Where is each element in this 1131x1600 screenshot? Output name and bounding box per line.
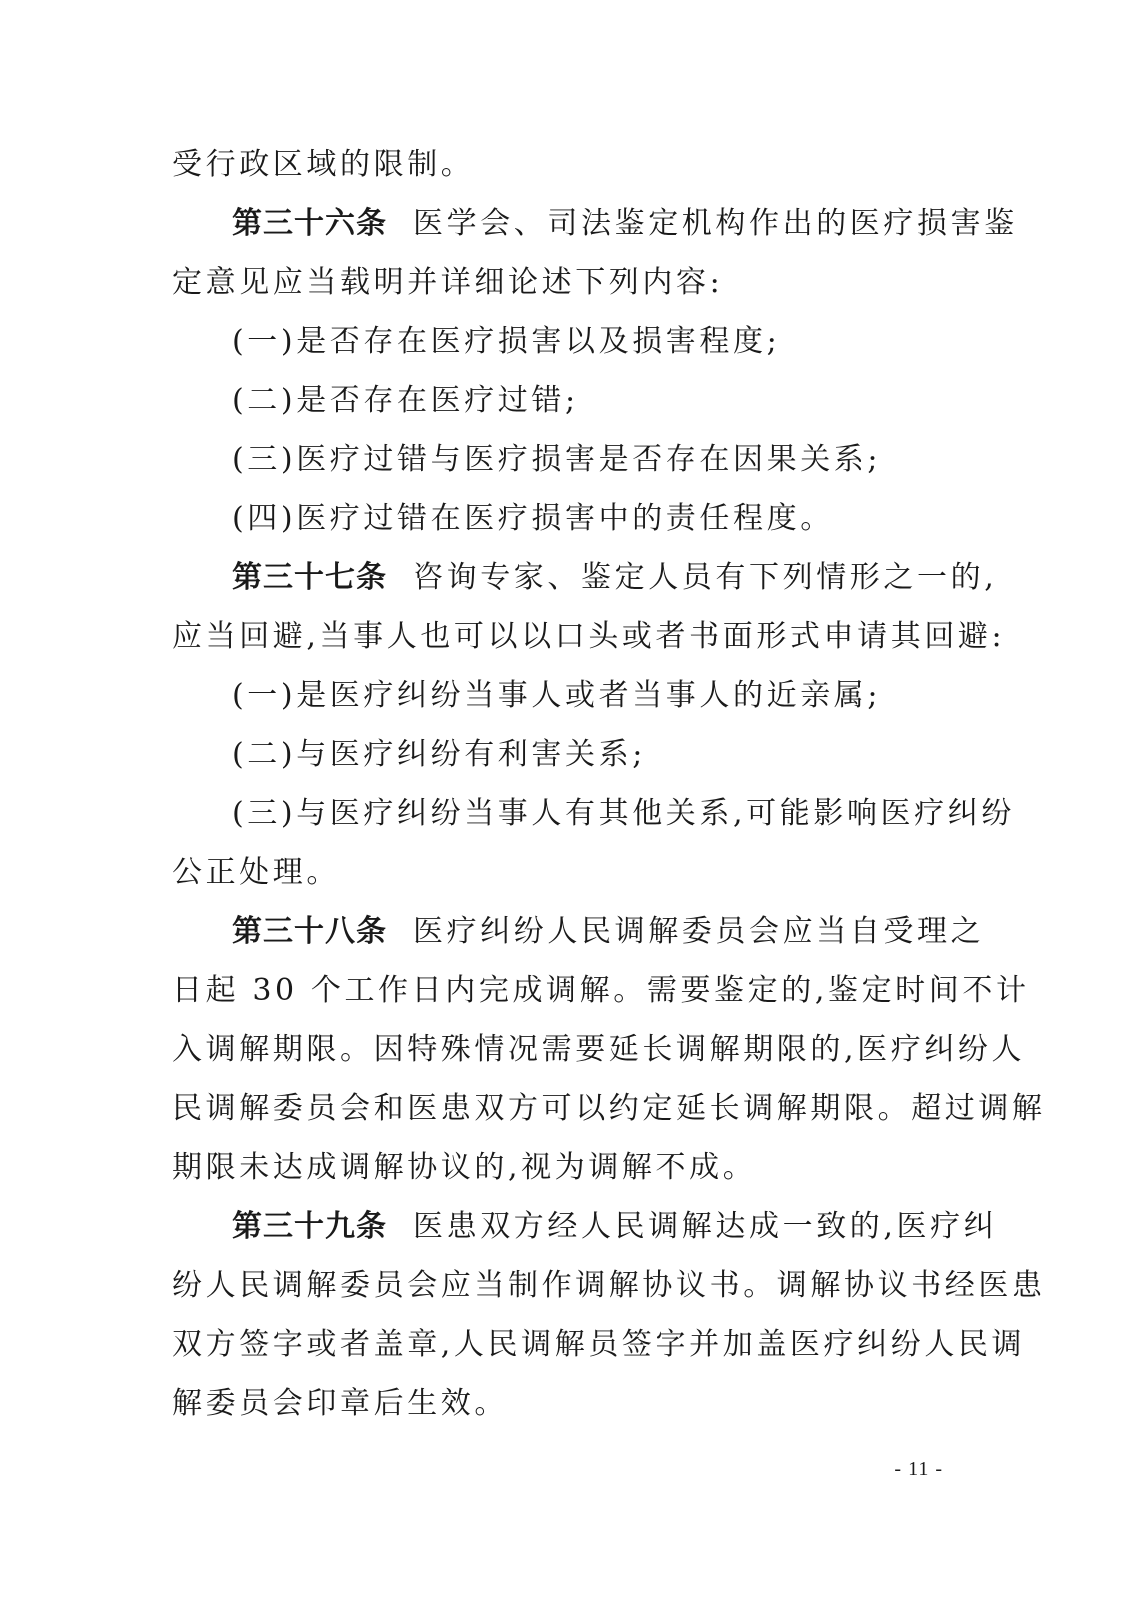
article-39-text: 医患双方经人民调解达成一致的,医疗纠	[413, 1209, 998, 1244]
paragraph-line: 期限未达成调解协议的,视为调解不成。	[172, 1150, 757, 1185]
article-38-title: 第三十八条	[232, 914, 387, 949]
paragraph-line: 定意见应当载明并详细论述下列内容:	[172, 265, 724, 300]
list-item: (一)是否存在医疗损害以及损害程度;	[232, 324, 781, 359]
article-36-text: 医学会、司法鉴定机构作出的医疗损害鉴	[413, 206, 1018, 241]
article-39-line-1	[172, 1197, 998, 1256]
paragraph-line: 双方签字或者盖章,人民调解员签字并加盖医疗纠纷人民调	[172, 1327, 1026, 1362]
list-item: (四)医疗过错在医疗损害中的责任程度。	[232, 501, 834, 536]
paragraph-line: 解委员会印章后生效。	[172, 1386, 508, 1421]
list-item: (二)与医疗纠纷有利害关系;	[232, 737, 646, 772]
list-item: (一)是医疗纠纷当事人或者当事人的近亲属;	[232, 678, 882, 713]
article-36-line-1	[172, 194, 1018, 253]
article-38-text: 医疗纠纷人民调解委员会应当自受理之	[413, 914, 985, 949]
list-item: (二)是否存在医疗过错;	[232, 383, 579, 418]
list-item: (三)与医疗纠纷当事人有其他关系,可能影响医疗纠纷	[232, 796, 1015, 831]
paragraph-line: 公正处理。	[172, 855, 340, 890]
article-36-title: 第三十六条	[232, 206, 387, 241]
paragraph-line: 应当回避,当事人也可以以口头或者书面形式申请其回避:	[172, 619, 1006, 654]
list-item: (三)医疗过错与医疗损害是否存在因果关系;	[232, 442, 882, 477]
article-39-title: 第三十九条	[232, 1209, 387, 1244]
paragraph-line: 民调解委员会和医患双方可以约定延长调解期限。超过调解	[172, 1091, 1046, 1126]
article-37-line-1	[172, 548, 998, 607]
paragraph-line: 纷人民调解委员会应当制作调解协议书。调解协议书经医患	[172, 1268, 1046, 1303]
page-number: - 11 -	[894, 1458, 943, 1480]
article-37-text: 咨询专家、鉴定人员有下列情形之一的,	[413, 560, 998, 595]
paragraph-line: 入调解期限。因特殊情况需要延长调解期限的,医疗纠纷人	[172, 1032, 1026, 1067]
document-body	[172, 135, 1046, 1433]
article-38-line-1	[172, 902, 985, 961]
article-37-title: 第三十七条	[232, 560, 387, 595]
paragraph-line: 日起 30 个工作日内完成调解。需要鉴定的,鉴定时间不计	[172, 973, 1030, 1008]
paragraph-line: 受行政区域的限制。	[172, 147, 475, 182]
